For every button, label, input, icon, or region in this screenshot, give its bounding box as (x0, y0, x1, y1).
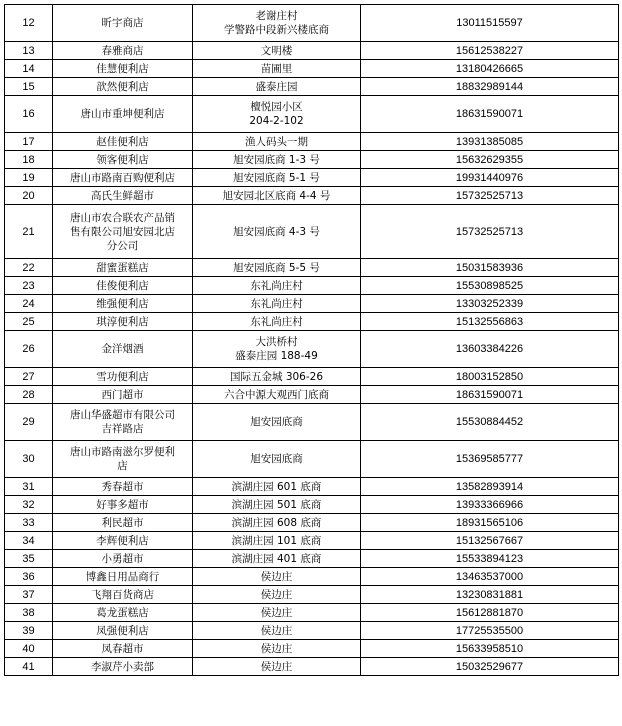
store-name: 维强便利店 (53, 295, 193, 313)
store-address: 侯边庄 (193, 568, 361, 586)
store-phone: 15612538227 (361, 42, 619, 60)
store-phone: 18832989144 (361, 78, 619, 96)
store-address: 侯边庄 (193, 604, 361, 622)
store-name: 唐山市路南百购便利店 (53, 169, 193, 187)
table-row (5, 151, 619, 169)
store-phone: 15533894123 (361, 550, 619, 568)
store-name: 唐山华盛超市有限公司 吉祥路店 (53, 404, 193, 441)
store-address: 滨湖庄园 608 底商 (193, 514, 361, 532)
table-row (5, 331, 619, 368)
store-name: 佳慧便利店 (53, 60, 193, 78)
store-name: 博鑫日用品商行 (53, 568, 193, 586)
store-name: 利民超市 (53, 514, 193, 532)
store-phone: 15530884452 (361, 404, 619, 441)
store-name: 唐山市路南滋尔罗便利 店 (53, 441, 193, 478)
table-row (5, 78, 619, 96)
store-address: 旭安园底商 (193, 404, 361, 441)
store-name: 春雅商店 (53, 42, 193, 60)
row-number: 27 (5, 368, 53, 386)
store-address: 国际五金城 306-26 (193, 368, 361, 386)
store-phone: 18631590071 (361, 96, 619, 133)
store-name: 秀春超市 (53, 478, 193, 496)
store-address: 旭安园底商 (193, 441, 361, 478)
store-name: 昕宇商店 (53, 5, 193, 42)
table-row (5, 60, 619, 78)
store-phone: 13463537000 (361, 568, 619, 586)
table-row (5, 496, 619, 514)
store-phone: 13230831881 (361, 586, 619, 604)
store-address: 盛泰庄园 (193, 78, 361, 96)
store-address: 滨湖庄园 601 底商 (193, 478, 361, 496)
store-name: 好事多超市 (53, 496, 193, 514)
store-phone: 15732525713 (361, 187, 619, 205)
table-row (5, 169, 619, 187)
row-number: 22 (5, 259, 53, 277)
table-row (5, 313, 619, 331)
store-name: 葛龙蛋糕店 (53, 604, 193, 622)
store-address: 侯边庄 (193, 640, 361, 658)
table-row (5, 404, 619, 441)
table-row (5, 514, 619, 532)
store-address: 滨湖庄园 501 底商 (193, 496, 361, 514)
store-phone: 15369585777 (361, 441, 619, 478)
store-name: 赵佳便利店 (53, 133, 193, 151)
store-name: 领客便利店 (53, 151, 193, 169)
store-phone: 13180426665 (361, 60, 619, 78)
store-name: 李辉便利店 (53, 532, 193, 550)
store-address: 旭安园北区底商 4-4 号 (193, 187, 361, 205)
table-row (5, 133, 619, 151)
store-phone: 15132567667 (361, 532, 619, 550)
row-number: 39 (5, 622, 53, 640)
table-row (5, 187, 619, 205)
table-row (5, 295, 619, 313)
table-row (5, 277, 619, 295)
table-row (5, 604, 619, 622)
row-number: 15 (5, 78, 53, 96)
store-address: 旭安园底商 1-3 号 (193, 151, 361, 169)
store-phone: 18003152850 (361, 368, 619, 386)
store-address: 苗圃里 (193, 60, 361, 78)
row-number: 32 (5, 496, 53, 514)
store-phone: 15632629355 (361, 151, 619, 169)
row-number: 31 (5, 478, 53, 496)
row-number: 12 (5, 5, 53, 42)
store-address: 旭安园底商 5-5 号 (193, 259, 361, 277)
store-phone: 13582893914 (361, 478, 619, 496)
store-address: 侯边庄 (193, 586, 361, 604)
row-number: 18 (5, 151, 53, 169)
store-phone: 15132556863 (361, 313, 619, 331)
row-number: 41 (5, 658, 53, 676)
store-address: 东礼尚庄村 (193, 313, 361, 331)
store-name: 凤春超市 (53, 640, 193, 658)
store-phone: 15612881870 (361, 604, 619, 622)
store-phone: 15633958510 (361, 640, 619, 658)
store-phone: 13931385085 (361, 133, 619, 151)
store-address: 东礼尚庄村 (193, 295, 361, 313)
store-name: 歆然便利店 (53, 78, 193, 96)
store-phone: 15530898525 (361, 277, 619, 295)
store-table-body (5, 5, 619, 676)
store-address: 侯边庄 (193, 622, 361, 640)
store-address: 东礼尚庄村 (193, 277, 361, 295)
store-address: 大洪桥村 盛泰庄园 188-49 (193, 331, 361, 368)
row-number: 20 (5, 187, 53, 205)
store-name: 凤强便利店 (53, 622, 193, 640)
store-name: 高氏生鲜超市 (53, 187, 193, 205)
row-number: 30 (5, 441, 53, 478)
table-row (5, 532, 619, 550)
row-number: 26 (5, 331, 53, 368)
store-name: 唐山市重坤便利店 (53, 96, 193, 133)
store-phone: 18631590071 (361, 386, 619, 404)
row-number: 23 (5, 277, 53, 295)
table-row (5, 622, 619, 640)
row-number: 16 (5, 96, 53, 133)
row-number: 14 (5, 60, 53, 78)
table-row (5, 441, 619, 478)
table-row (5, 640, 619, 658)
store-address: 六合中源大观西门底商 (193, 386, 361, 404)
store-table (4, 4, 619, 676)
store-phone: 13603384226 (361, 331, 619, 368)
row-number: 25 (5, 313, 53, 331)
table-row (5, 368, 619, 386)
row-number: 24 (5, 295, 53, 313)
store-name: 西门超市 (53, 386, 193, 404)
store-address: 旭安园底商 4-3 号 (193, 205, 361, 259)
store-address: 侯边庄 (193, 658, 361, 676)
store-name: 飞翔百货商店 (53, 586, 193, 604)
store-name: 李淑芹小卖部 (53, 658, 193, 676)
store-address: 滨湖庄园 401 底商 (193, 550, 361, 568)
row-number: 35 (5, 550, 53, 568)
row-number: 36 (5, 568, 53, 586)
store-name: 佳俊便利店 (53, 277, 193, 295)
row-number: 33 (5, 514, 53, 532)
table-row (5, 568, 619, 586)
store-phone: 13933366966 (361, 496, 619, 514)
store-address: 文明楼 (193, 42, 361, 60)
row-number: 38 (5, 604, 53, 622)
row-number: 37 (5, 586, 53, 604)
store-address: 檀悦园小区 204-2-102 (193, 96, 361, 133)
row-number: 29 (5, 404, 53, 441)
row-number: 21 (5, 205, 53, 259)
row-number: 17 (5, 133, 53, 151)
table-row (5, 205, 619, 259)
store-name: 雪功便利店 (53, 368, 193, 386)
store-phone: 15031583936 (361, 259, 619, 277)
row-number: 13 (5, 42, 53, 60)
store-name: 唐山市农合联农产品销 售有限公司旭安园北店 分公司 (53, 205, 193, 259)
store-address: 渔人码头一期 (193, 133, 361, 151)
store-phone: 13011515597 (361, 5, 619, 42)
table-row (5, 658, 619, 676)
store-phone: 17725535500 (361, 622, 619, 640)
table-row (5, 259, 619, 277)
store-address: 旭安园底商 5-1 号 (193, 169, 361, 187)
table-row (5, 96, 619, 133)
table-row (5, 42, 619, 60)
table-row (5, 5, 619, 42)
store-phone: 18931565106 (361, 514, 619, 532)
table-row (5, 478, 619, 496)
row-number: 28 (5, 386, 53, 404)
table-row (5, 386, 619, 404)
store-phone: 19931440976 (361, 169, 619, 187)
row-number: 34 (5, 532, 53, 550)
store-name: 金洋烟酒 (53, 331, 193, 368)
store-phone: 15032529677 (361, 658, 619, 676)
store-phone: 15732525713 (361, 205, 619, 259)
table-row (5, 550, 619, 568)
row-number: 40 (5, 640, 53, 658)
store-name: 小勇超市 (53, 550, 193, 568)
store-phone: 13303252339 (361, 295, 619, 313)
table-row (5, 586, 619, 604)
store-name: 琪淳便利店 (53, 313, 193, 331)
store-name: 甜蜜蛋糕店 (53, 259, 193, 277)
store-address: 滨湖庄园 101 底商 (193, 532, 361, 550)
row-number: 19 (5, 169, 53, 187)
store-address: 老谢庄村 学警路中段新兴楼底商 (193, 5, 361, 42)
